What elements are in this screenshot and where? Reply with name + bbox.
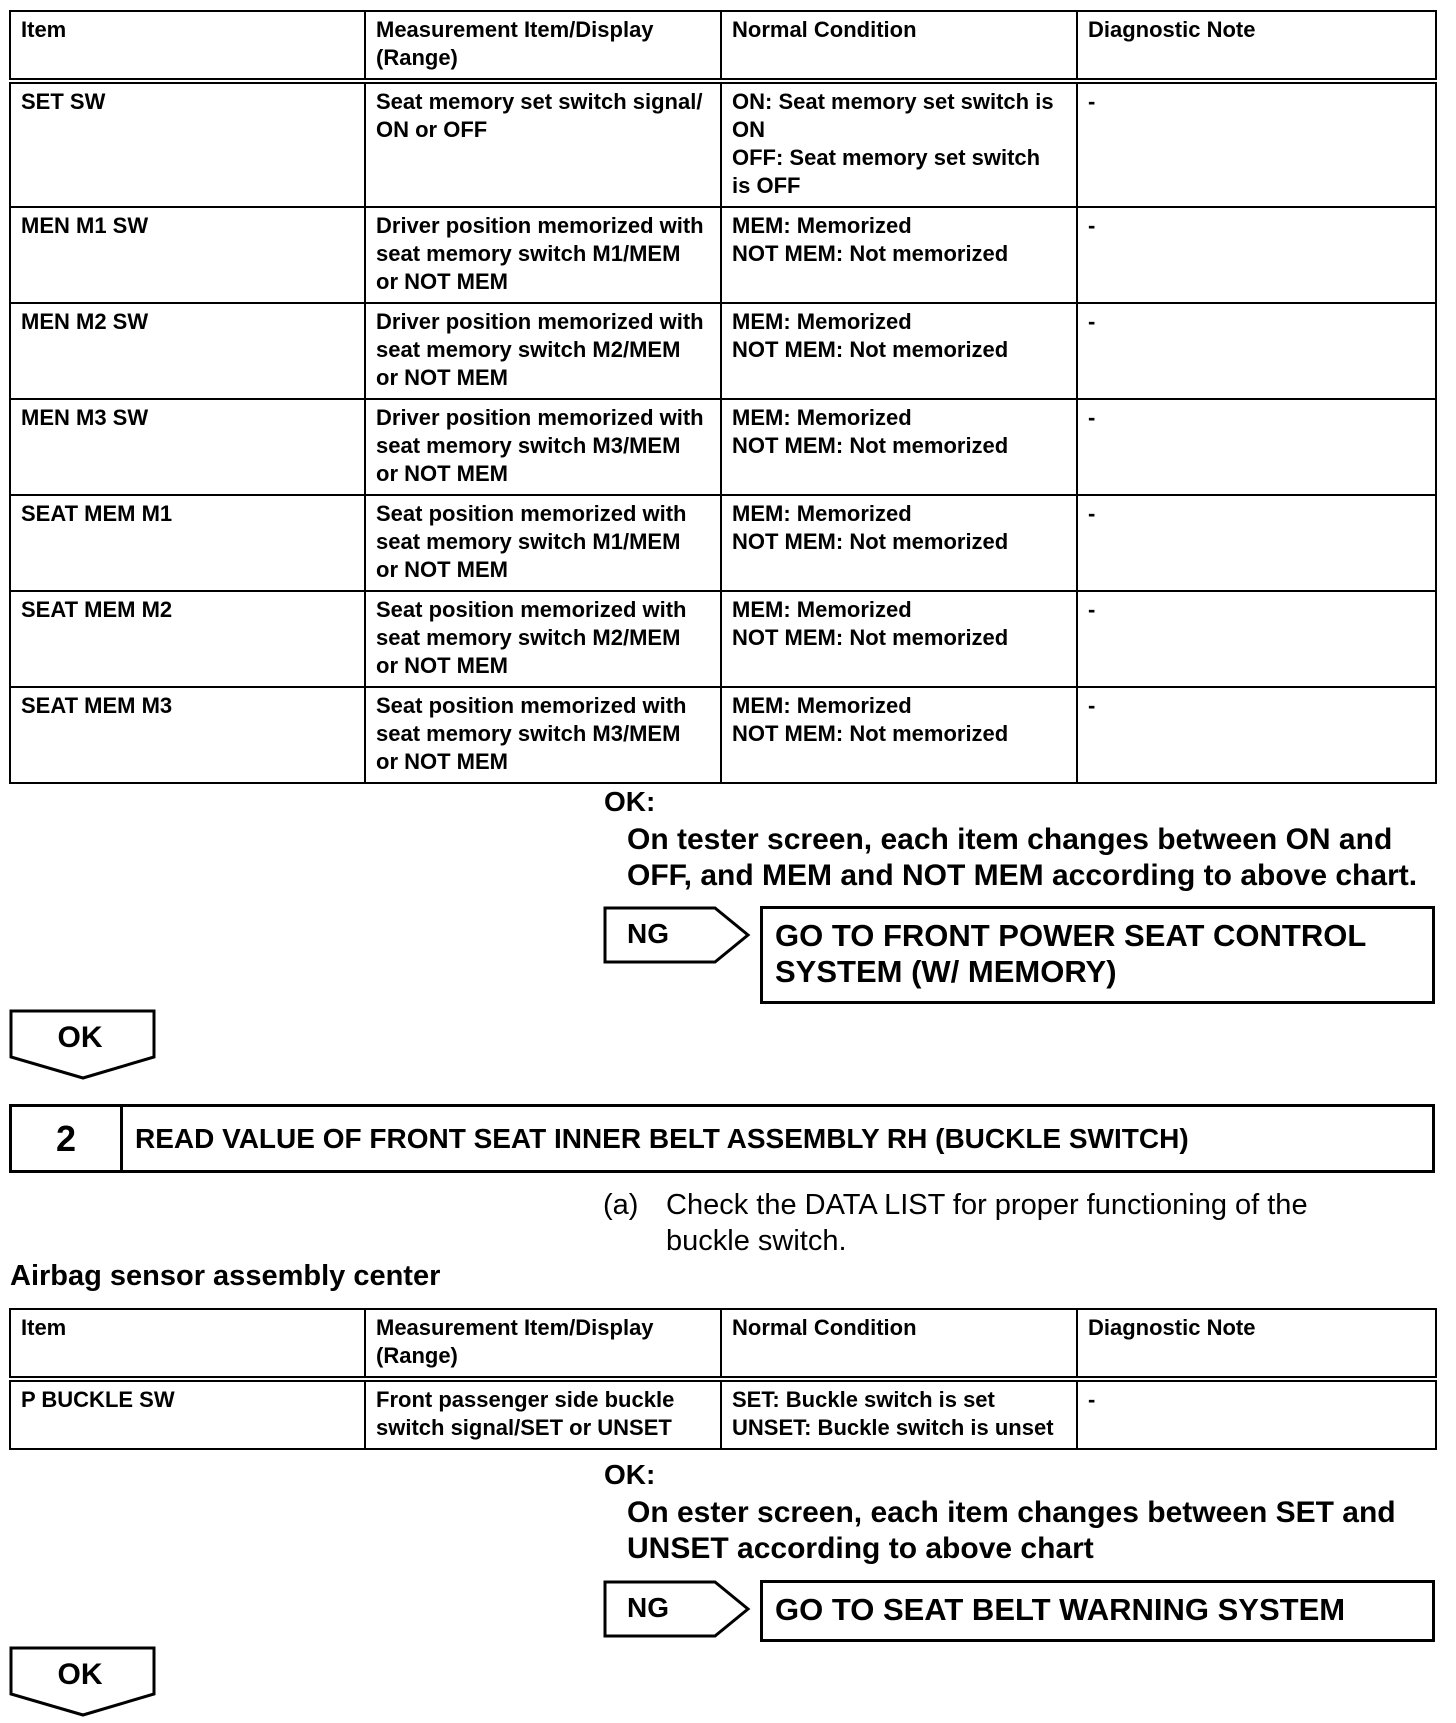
cell-measurement: Seat memory set switch signal/ ON or OFF	[365, 81, 721, 207]
table-body	[10, 11, 1436, 783]
cell-measurement: Driver position memorized with seat memory switch M1/MEM or NOT MEM	[365, 207, 721, 303]
cell-measurement: Seat position memorized with seat memory switch M3/MEM or NOT MEM	[365, 687, 721, 783]
cell-diagnostic-note: -	[1077, 81, 1436, 207]
cell-item: MEN M2 SW	[10, 303, 365, 399]
cell-item: MEN M3 SW	[10, 399, 365, 495]
ok-criteria-label: OK:	[604, 1459, 656, 1490]
table-header-row	[10, 11, 1436, 81]
column-header-item: Item	[10, 11, 365, 81]
column-header-item: Item	[10, 1309, 365, 1379]
cell-normal-condition: MEM: Memorized NOT MEM: Not memorized	[721, 303, 1077, 399]
table-row	[10, 687, 1436, 783]
ok-criteria-label: OK:	[604, 786, 656, 817]
table-header-row	[10, 1309, 1436, 1379]
cell-diagnostic-note: -	[1077, 687, 1436, 783]
ok-criteria-text: On ester screen, each item changes between SET and UNSET according to above chart	[627, 1496, 1396, 1565]
column-header-diagnostic-note: Diagnostic Note	[1077, 1309, 1436, 1379]
cell-diagnostic-note: -	[1077, 207, 1436, 303]
ng-label: NG	[627, 918, 669, 949]
cell-item: SET SW	[10, 81, 365, 207]
step-header	[9, 1104, 1435, 1173]
cell-normal-condition: MEM: Memorized NOT MEM: Not memorized	[721, 687, 1077, 783]
cell-measurement: Driver position memorized with seat memory switch M3/MEM or NOT MEM	[365, 399, 721, 495]
table-row	[10, 1379, 1436, 1449]
cell-diagnostic-note: -	[1077, 591, 1436, 687]
ng-arrow[interactable]	[603, 1580, 751, 1638]
ng-label: NG	[627, 1592, 669, 1623]
check-text: Check the DATA LIST for proper functioning of the buckle switch.	[666, 1189, 1308, 1257]
ng-arrow[interactable]	[603, 906, 751, 964]
table-row	[10, 495, 1436, 591]
column-header-measurement: Measurement Item/Display (Range)	[365, 1309, 721, 1379]
cell-normal-condition: MEM: Memorized NOT MEM: Not memorized	[721, 591, 1077, 687]
cell-normal-condition: MEM: Memorized NOT MEM: Not memorized	[721, 207, 1077, 303]
data-list-table-buckle	[9, 1308, 1437, 1450]
cell-diagnostic-note: -	[1077, 303, 1436, 399]
cell-normal-condition: SET: Buckle switch is set UNSET: Buckle switch is unset	[721, 1379, 1077, 1449]
ng-target-box[interactable]: GO TO FRONT POWER SEAT CONTROL SYSTEM (W/ MEMORY)	[760, 906, 1435, 1004]
ok-arrow-label: OK	[57, 1658, 103, 1691]
cell-item: MEN M1 SW	[10, 207, 365, 303]
cell-item: P BUCKLE SW	[10, 1379, 365, 1449]
section-title: Airbag sensor assembly center	[10, 1260, 441, 1292]
cell-measurement: Front passenger side buckle switch signal/SET or UNSET	[365, 1379, 721, 1449]
column-header-normal-condition: Normal Condition	[721, 1309, 1077, 1379]
ok-criteria-text: On tester screen, each item changes between ON and OFF, and MEM and NOT MEM according to above chart.	[627, 823, 1418, 892]
table-row	[10, 591, 1436, 687]
table-row	[10, 81, 1436, 207]
column-header-measurement: Measurement Item/Display (Range)	[365, 11, 721, 81]
cell-item: SEAT MEM M1	[10, 495, 365, 591]
ok-arrow[interactable]	[9, 1646, 157, 1718]
table-row	[10, 399, 1436, 495]
table-body	[10, 1309, 1436, 1449]
cell-normal-condition: MEM: Memorized NOT MEM: Not memorized	[721, 399, 1077, 495]
ok-arrow[interactable]	[9, 1009, 157, 1081]
cell-measurement: Driver position memorized with seat memory switch M2/MEM or NOT MEM	[365, 303, 721, 399]
cell-diagnostic-note: -	[1077, 399, 1436, 495]
table-row	[10, 303, 1436, 399]
step-number: 2	[12, 1107, 123, 1170]
ng-arrow-shape	[603, 906, 751, 964]
data-list-table-seat-memory	[9, 10, 1437, 784]
ng-target-box[interactable]: GO TO SEAT BELT WARNING SYSTEM	[760, 1580, 1435, 1642]
cell-measurement: Seat position memorized with seat memory switch M2/MEM or NOT MEM	[365, 591, 721, 687]
cell-diagnostic-note: -	[1077, 495, 1436, 591]
cell-item: SEAT MEM M3	[10, 687, 365, 783]
column-header-normal-condition: Normal Condition	[721, 11, 1077, 81]
cell-measurement: Seat position memorized with seat memory switch M1/MEM or NOT MEM	[365, 495, 721, 591]
cell-normal-condition: MEM: Memorized NOT MEM: Not memorized	[721, 495, 1077, 591]
step-title: READ VALUE OF FRONT SEAT INNER BELT ASSEMBLY RH (BUCKLE SWITCH)	[135, 1122, 1189, 1154]
check-marker: (a)	[603, 1189, 639, 1221]
ok-arrow-label: OK	[57, 1021, 103, 1054]
column-header-diagnostic-note: Diagnostic Note	[1077, 11, 1436, 81]
cell-item: SEAT MEM M2	[10, 591, 365, 687]
cell-normal-condition: ON: Seat memory set switch is ON OFF: Seat memory set switch is OFF	[721, 81, 1077, 207]
cell-diagnostic-note: -	[1077, 1379, 1436, 1449]
table-row	[10, 207, 1436, 303]
ng-arrow-shape	[603, 1580, 751, 1638]
